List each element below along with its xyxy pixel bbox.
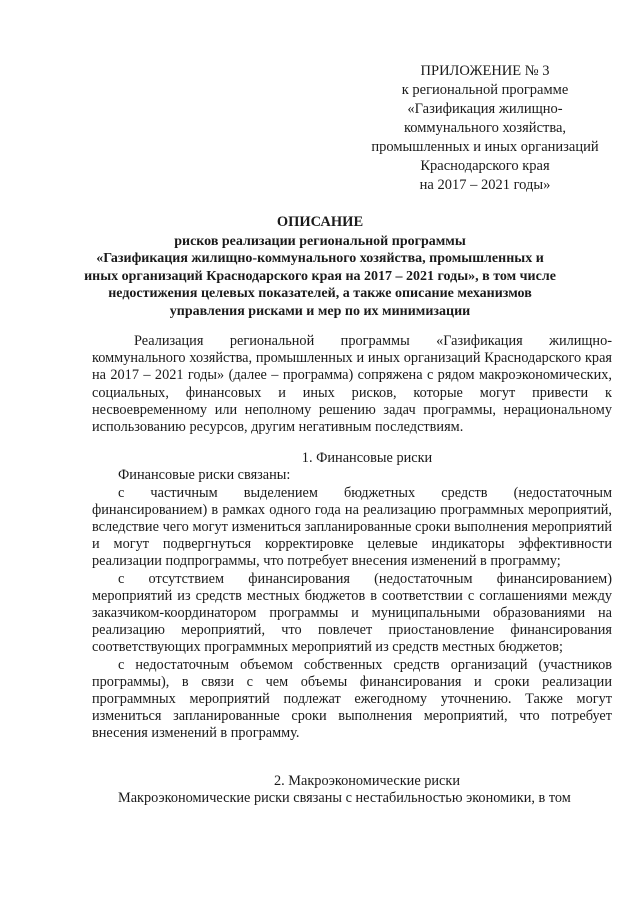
- appendix-line: ПРИЛОЖЕНИЕ № 3: [420, 63, 550, 79]
- appendix-line: Краснодарского края: [420, 158, 550, 174]
- heading-line: управления рисками и мер по их минимизации: [169, 303, 471, 319]
- section-title-financial-risks: 1. Финансовые риски: [301, 450, 433, 467]
- document-heading: [70, 214, 570, 320]
- risk-item: с отсутствием финансирования (недостаточным финансированием) мероприятий из средств местных бюджетов в соответствии с соглашениями между заказчиком-координатором программы и муниципальными образованиями на реализацию мероприятий, что повлечет приостановление финансирования соответствующих программных мероприятий из средств местных бюджетов;: [92, 570, 612, 656]
- section-lead: Финансовые риски связаны:: [118, 467, 291, 484]
- heading-line: иных организаций Краснодарского края на 2017 – 2021 годы», в том числе: [84, 268, 556, 284]
- appendix-block: [360, 62, 610, 195]
- heading-line: «Газификация жилищно-коммунального хозяйства, промышленных и: [96, 251, 544, 266]
- document-body: [92, 333, 612, 807]
- section-lead: Макроэкономические риски связаны с нестабильностью экономики, в том: [118, 789, 571, 806]
- document-title: ОПИСАНИЕ: [276, 214, 364, 230]
- section-title-macroeconomic-risks: 2. Макроэкономические риски: [274, 772, 460, 789]
- appendix-line: коммунального хозяйства,: [403, 120, 567, 136]
- appendix-line: к региональной программе: [401, 82, 569, 98]
- appendix-line: промышленных и иных организаций: [371, 139, 599, 155]
- heading-line: недостижения целевых показателей, а также описание механизмов: [108, 286, 532, 301]
- risk-item: с недостаточным объемом собственных средств организаций (участников программы), в связи с чем объемы финансирования и сроки реализации программных мероприятий подлежат ежегодному уточнению. Также могут измениться запланированные сроки выполнения мероприятий, что потребует внесения изменений в программу.: [92, 656, 612, 742]
- appendix-line: «Газификация жилищно-: [407, 101, 563, 117]
- heading-line: рисков реализации региональной программы: [174, 233, 466, 249]
- intro-paragraph: Реализация региональной программы «Газификация жилищно-коммунального хозяйства, промышленных и иных организаций Краснодарского края на 2017 – 2021 годы» (далее – программа) сопряжена с рядом макроэкономических, социальных, финансовых и иных рисков, которые могут привести к несвоевременному или неполному решению задач программы, нерациональному использованию ресурсов, другим негативным последствиям.: [92, 333, 612, 436]
- risk-item: с частичным выделением бюджетных средств (недостаточным финансированием) в рамках одного года на реализацию программных мероприятий, вследствие чего могут измениться запланированные сроки выполнения мероприятий и могут подвергнуться корректировке целевые индикаторы эффективности реализации подпрограммы, что потребует внесения изменений в программу;: [92, 484, 612, 570]
- appendix-line: на 2017 – 2021 годы»: [419, 177, 551, 193]
